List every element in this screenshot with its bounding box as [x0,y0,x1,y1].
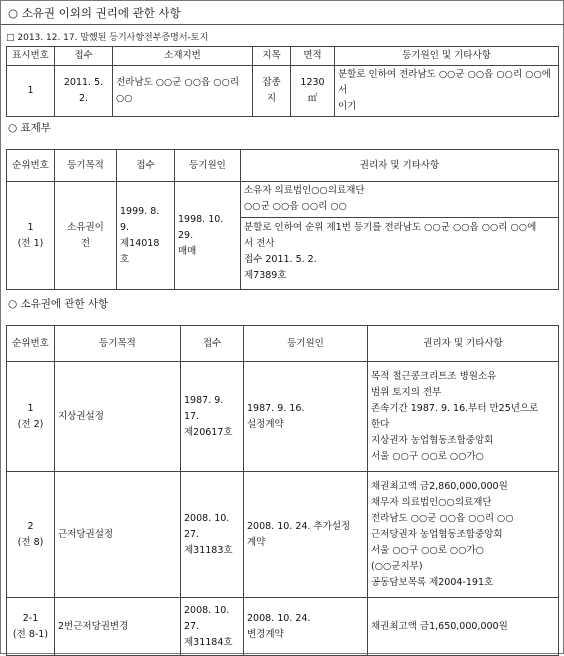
receipt-cell: 2008. 10. 27. 제31183호 [181,472,244,598]
registration-purpose: 2번근저당권변경 [55,598,181,656]
column-header: 등기목적 [55,326,181,362]
column-header: 접수 [181,326,244,362]
land-certificate-note: □ 2013. 12. 17. 말했된 등기사항전부증명서-토지 [6,33,209,43]
column-header: 접수 [117,150,175,182]
column-header: 순위번호 [7,326,55,362]
column-header: 소재지번 [113,47,253,66]
table-header-row [7,150,559,182]
registration-cause-cell: 1998. 10. 29. 매매 [175,182,241,290]
land-display-table [6,46,559,117]
table-row [7,66,559,117]
table-row [7,182,559,290]
display-number: 1 [7,66,55,117]
ownership-heading: ○ 소유권에 관한 사항 [8,298,109,310]
column-header: 순위번호 [7,150,55,182]
location-cell: 전라남도 ○○군 ○○읍 ○○리 ○○ [113,66,253,117]
rank-number: 2-1 (전 8-1) [7,598,55,656]
rank-number: 1 (전 1) [7,182,55,290]
rights-holder-cell [241,182,559,290]
registration-cause-cell: 2008. 10. 24. 변경계약 [244,598,368,656]
rights-holder-cell: 채권최고액 금1,650,000,000원 [368,598,559,656]
column-header: 등기원인 [244,326,368,362]
column-header: 권리자 및 기타사항 [368,326,559,362]
other-rights-heading: ○ 소유권 이외의 권리에 관한 사항 [8,6,181,20]
registration-purpose: 소유권이 전 [55,182,117,290]
transfer-entry: 분할로 인하여 순위 제1번 등기를 전라남도 ○○군 ○○읍 ○○리 ○○에 서 전사 접수 2011. 5. 2. 제7389호 [241,217,558,284]
column-header: 지목 [253,47,291,66]
receipt-cell: 2011. 5. 2. [55,66,113,117]
rank-number: 2 (전 8) [7,472,55,598]
rights-holder-cell: 채권최고액 금2,860,000,000원 채무자 의료법인○○의료재단 전라남도 ○○군 ○○읍 ○○리 ○○ 근저당권자 농업협동조합중앙회 서울 ○○구 ○○로 ○○가○ (○○군지부) 공동담보목록 제2004-191호 [368,472,559,598]
column-header: 등기목적 [55,150,117,182]
column-header: 표시번호 [7,47,55,66]
receipt-cell: 1987. 9. 17. 제20617호 [181,362,244,472]
title-part-heading: ○ 표제부 [8,122,51,134]
area-cell: 1230 ㎡ [291,66,335,117]
column-header: 등기원인 및 기타사항 [335,47,559,66]
ownership-table [6,325,559,656]
receipt-cell: 1999. 8. 9. 제14018 호 [117,182,175,290]
rank-number: 1 (전 2) [7,362,55,472]
registration-cause-cell: 1987. 9. 16. 설정계약 [244,362,368,472]
registration-purpose: 지상권설정 [55,362,181,472]
table-row [7,598,559,656]
table-header-row [7,326,559,362]
land-category-cell: 잡종 지 [253,66,291,117]
column-header: 면적 [291,47,335,66]
column-header: 등기원인 [175,150,241,182]
section-divider [1,24,564,25]
table-row [7,362,559,472]
column-header: 권리자 및 기타사항 [241,150,559,182]
title-part-table [6,149,559,290]
table-row [7,472,559,598]
registration-cause-cell: 2008. 10. 24. 추가설정 계약 [244,472,368,598]
table-header-row [7,47,559,66]
column-header: 접수 [55,47,113,66]
registration-purpose: 근저당권설정 [55,472,181,598]
registration-cause-cell: 분할로 인하여 전라남도 ○○군 ○○읍 ○○리 ○○에서 이기 [335,66,559,117]
receipt-cell: 2008. 10. 27. 제31184호 [181,598,244,656]
owner-entry: 소유자 의료법인○○의료재단 ○○군 ○○읍 ○○리 ○○ [244,185,365,212]
rights-holder-cell: 목적 철근콩크리트조 병원소유 범위 토지의 전부 존속기간 1987. 9. 16.부터 만25년으로 한다 지상권자 농업협동조합중앙회 서울 ○○구 ○○로 ○○가○ [368,362,559,472]
